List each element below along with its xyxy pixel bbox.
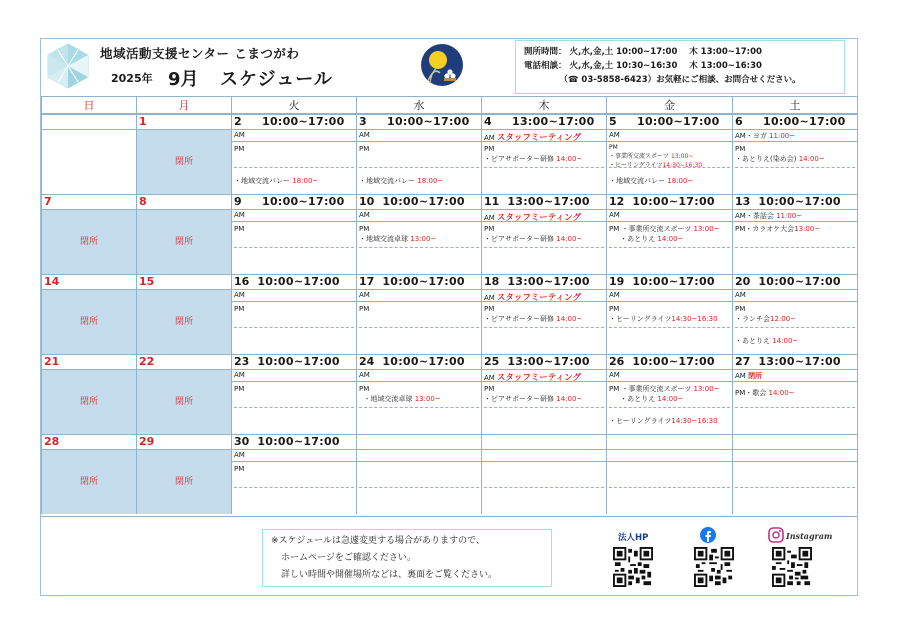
phone-note: （☎ 03-5858-6423）お気軽にご相談、お問合せください。 [559,75,801,85]
evening-event: ・地域交流バレー 18:00~ [359,177,444,185]
day-cell [607,114,733,195]
day-cell [232,434,357,514]
day-hours: 10:00~17:00 [257,355,340,368]
weekday-fri: 金 [607,97,733,114]
am-label: AM [609,131,620,139]
day-cell [482,354,607,434]
pm-event: PM・カラオケ大会13:00~ [735,225,821,233]
weekday-mon: 月 [137,97,232,114]
hours-label: 開所時間： [524,47,567,57]
pm-event: PM ・事業所交流スポーツ 13:00~ ・あとりえ 14:00~ [609,385,720,403]
pm-event: PM ・ランチ会12:00~ [735,305,797,323]
am-label: AM [234,291,245,299]
month-label: 9月 [168,69,199,90]
am-label: AM [609,371,620,379]
consult-main: 火,水,金,土 10:30~16:30 [569,61,678,71]
week-row [42,434,858,514]
day-number: 29 [139,435,155,448]
closed-label: 閉所 [174,397,193,407]
pm-event: PM ・ヒーリングライツ14:30~16:30 [609,305,718,323]
closed-label: 閉所 [79,237,98,247]
day-cell [733,194,858,274]
day-cell [137,274,232,354]
day-cell [482,434,607,514]
day-cell [482,194,607,274]
day-hours: 10:00~17:00 [632,195,715,208]
instagram-icon[interactable] [768,527,784,543]
corporate-hp-label: 法人HP [618,533,649,543]
pm-label: PM [359,145,370,153]
week-row [42,194,858,274]
day-number: 20 [735,275,751,288]
am-staff-meeting: AM スタッフミーティング [484,293,581,303]
qr-code-facebook[interactable] [694,547,734,587]
day-number: 7 [44,195,52,208]
pm-event: PM ・ピアサポーター研修 14:00~ [484,145,583,163]
day-cell [357,274,482,354]
day-cell [232,194,357,274]
am-label: AM [609,291,620,299]
day-number: 9 [234,195,242,208]
day-cell [137,434,232,514]
am-label: AM [359,291,370,299]
day-number: 18 [484,275,500,288]
day-hours: 10:00~17:00 [262,115,345,128]
closed-label: 閉所 [79,397,98,407]
pm-event: PM ・ピアサポーター研修 14:00~ [484,305,583,323]
am-label: AM [234,451,245,459]
year-label: 2025年 [111,72,153,85]
closed-label: 閉所 [79,477,98,487]
day-number: 27 [735,355,751,368]
pm-event: PM・歌会 14:00~ [735,389,795,397]
note-line-2: ホームページをご確認ください。 [281,553,416,563]
day-hours: 10:00~17:00 [382,355,465,368]
day-number: 12 [609,195,625,208]
day-number: 4 [484,115,492,128]
day-number: 25 [484,355,500,368]
am-label: AM [359,371,370,379]
am-event: AM・茶話会 11:00~ [735,212,803,220]
am-staff-meeting: AM スタッフミーティング [484,373,581,383]
schedule-title: スケジュール [220,69,333,90]
evening-event: ・地域交流バレー 18:00~ [609,177,694,185]
day-cell [42,354,137,434]
am-staff-meeting: AM スタッフミーティング [484,133,581,143]
day-number: 14 [44,275,60,288]
week-row [42,354,858,434]
day-hours: 10:00~17:00 [632,275,715,288]
day-cell [232,114,357,195]
day-number: 23 [234,355,250,368]
day-cell [137,354,232,434]
day-number: 19 [609,275,625,288]
day-number: 22 [139,355,155,368]
am-label: AM [234,211,245,219]
day-number: 21 [44,355,60,368]
pm-event: PM ・地域交流卓球 13:00~ [359,225,437,243]
day-number: 8 [139,195,147,208]
day-number: 3 [359,115,367,128]
note-line-1: ※スケジュールは急遽変更する場合がありますので、 [271,536,485,546]
day-cell [42,274,137,354]
consult-label: 電話相談： [524,61,567,71]
weekday-sat: 土 [733,97,858,114]
closed-label: 閉所 [79,317,98,327]
day-cell [137,114,232,195]
day-hours: 13:00~17:00 [758,355,841,368]
day-cell [733,114,858,195]
day-number: 5 [609,115,617,128]
day-hours: 13:00~17:00 [507,195,590,208]
am-label: AM [735,291,746,299]
day-cell [733,434,858,514]
pm-event: PM ・事業所交流スポーツ 13:00~ ・ヒーリングライツ14:30~16:30 [609,144,703,169]
day-hours: 10:00~17:00 [632,355,715,368]
day-cell [357,354,482,434]
day-cell [607,274,733,354]
am-label: AM [609,211,620,219]
day-cell [232,274,357,354]
day-number: 2 [234,115,242,128]
facebook-icon[interactable] [700,527,716,543]
day-cell [137,194,232,274]
pm-label: PM [234,385,245,393]
instagram-label: Instagram [786,531,833,541]
day-number: 10 [359,195,375,208]
day-cell [733,274,858,354]
day-hours: 10:00~17:00 [763,115,846,128]
day-hours: 10:00~17:00 [382,275,465,288]
qr-code-instagram[interactable] [772,547,812,587]
calendar-bottom-border [41,516,857,517]
day-number: 1 [139,115,147,128]
consult-thursday: 木 13:00~16:30 [689,61,762,71]
am-label: AM [234,371,245,379]
pm-event: PM ・ピアサポーター研修 14:00~ [484,225,583,243]
week-row [42,114,858,195]
day-hours: 13:00~17:00 [507,275,590,288]
hours-thursday: 木 13:00~17:00 [689,47,762,57]
weekday-tue: 火 [232,97,357,114]
organization-logo [44,42,92,90]
day-hours: 10:00~17:00 [257,435,340,448]
am-event: AM・ヨガ 11:00~ [735,132,796,140]
pm-label: PM [234,225,245,233]
day-hours: 13:00~17:00 [512,115,595,128]
day-cell [357,114,482,195]
week-row [42,274,858,354]
day-cell [607,434,733,514]
evening-event: ・あとりえ 14:00~ [735,337,799,345]
closed-label: 閉所 [174,317,193,327]
pm-event: PM ・ピアサポーター研修 14:00~ [484,385,583,403]
day-hours: 13:00~17:00 [507,355,590,368]
day-hours: 10:00~17:00 [758,275,841,288]
weekday-wed: 水 [357,97,482,114]
am-label: AM [234,131,245,139]
day-number: 16 [234,275,250,288]
day-cell [42,434,137,514]
evening-event: ・ヒーリングライツ14:30~16:30 [609,417,718,425]
day-hours: 10:00~17:00 [257,275,340,288]
day-number: 13 [735,195,751,208]
pm-event: PM ・地域交流卓球 13:00~ [359,385,441,403]
pm-event: PM ・あとりえ(染め会) 14:00~ [735,145,825,163]
day-number: 28 [44,435,60,448]
day-cell [607,354,733,434]
calendar-grid [41,96,858,514]
day-hours: 10:00~17:00 [637,115,720,128]
day-cell [42,114,137,195]
weekday-sun: 日 [42,97,137,114]
pm-label: PM [234,145,245,153]
day-hours: 10:00~17:00 [758,195,841,208]
am-closed: AM 閉所 [735,372,763,380]
day-cell [357,194,482,274]
pm-label: PM [234,305,245,313]
day-cell [482,114,607,195]
day-cell [42,194,137,274]
organization-name: 地域活動支援センター こまつがわ [100,46,300,61]
day-hours: 10:00~17:00 [382,195,465,208]
qr-code-corporate-hp[interactable] [613,547,653,587]
closed-label: 閉所 [174,477,193,487]
weekday-thu: 木 [482,97,607,114]
day-number: 26 [609,355,625,368]
pm-label: PM [234,465,245,473]
day-hours: 10:00~17:00 [387,115,470,128]
closed-label: 閉所 [174,157,193,167]
hours-main: 火,水,金,土 10:00~17:00 [569,47,678,57]
day-cell [607,194,733,274]
am-label: AM [359,131,370,139]
day-number: 24 [359,355,375,368]
am-label: AM [359,211,370,219]
day-number: 30 [234,435,250,448]
hours-info-box [515,40,845,94]
day-cell [733,354,858,434]
schedule-note-box [262,529,552,587]
closed-label: 閉所 [174,237,193,247]
moon-viewing-illustration [420,43,464,87]
pm-label: PM [359,305,370,313]
day-number: 11 [484,195,500,208]
am-staff-meeting: AM スタッフミーティング [484,213,581,223]
pm-event: PM ・事業所交流スポーツ 13:00~ ・あとりえ 14:00~ [609,225,720,243]
day-cell [482,274,607,354]
evening-event: ・地域交流バレー 18:00~ [234,177,319,185]
day-number: 6 [735,115,743,128]
day-hours: 10:00~17:00 [262,195,345,208]
day-cell [232,354,357,434]
day-number: 17 [359,275,375,288]
day-cell [357,434,482,514]
note-line-3: 詳しい時間や開催場所などは、裏面をご覧ください。 [281,570,498,580]
day-number: 15 [139,275,155,288]
